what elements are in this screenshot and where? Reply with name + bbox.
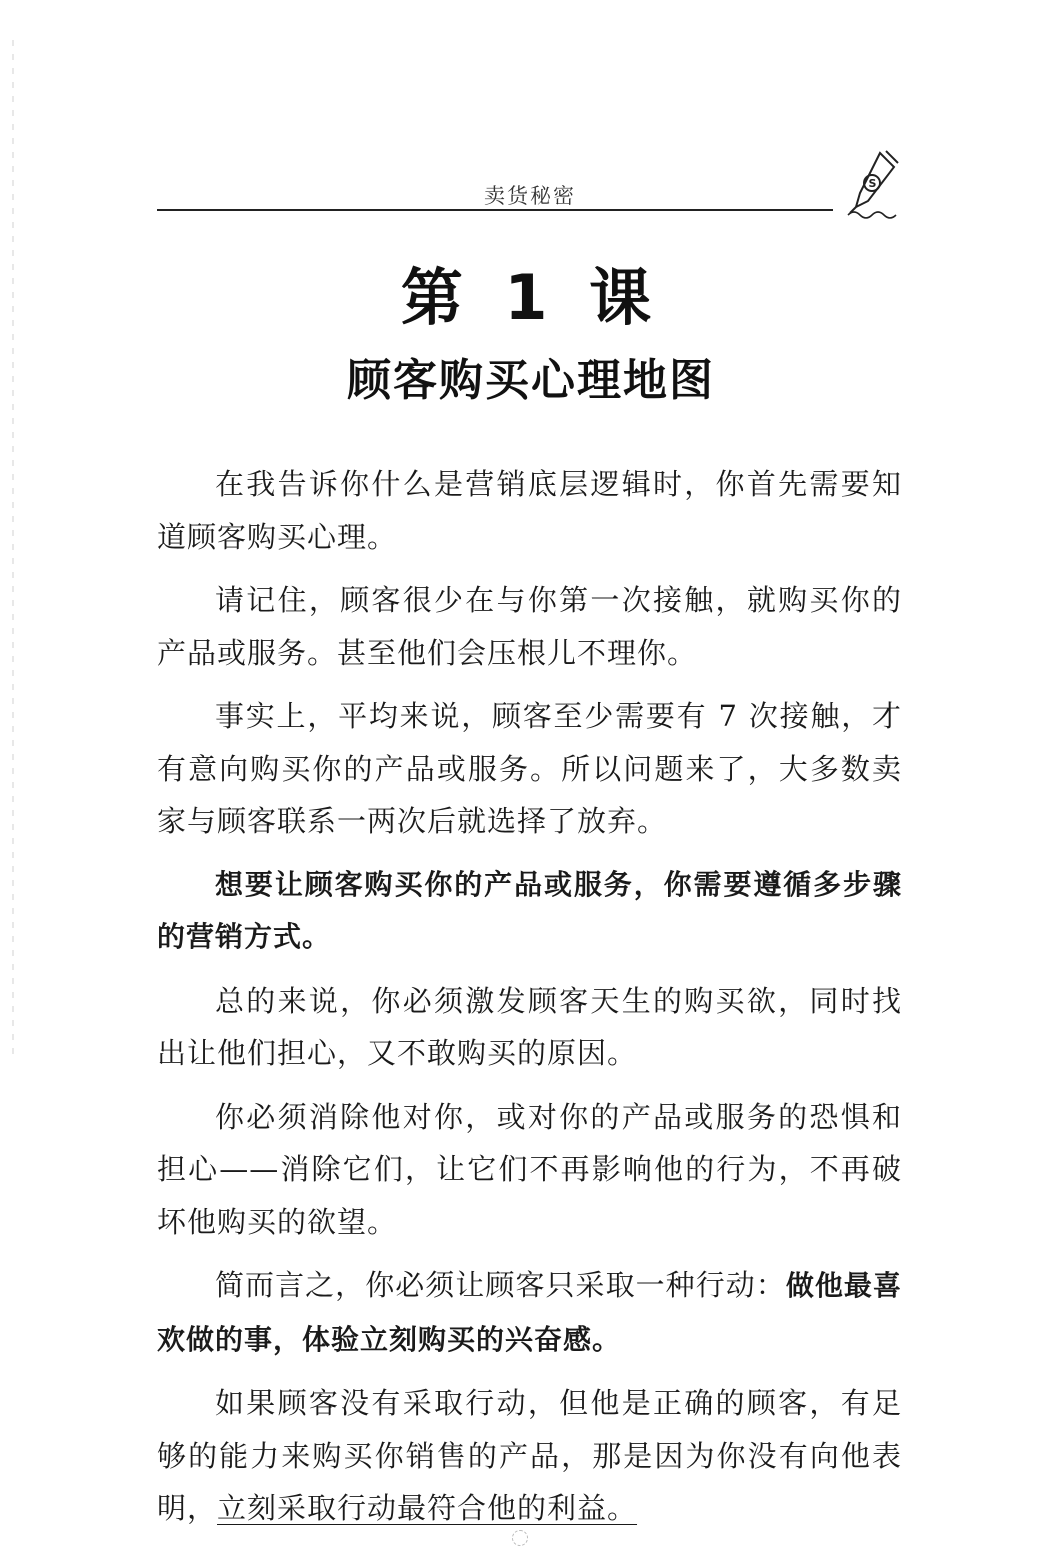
lesson-title: 顾客购买心理地图: [347, 355, 715, 406]
header-rule: [157, 209, 833, 211]
paragraph: 请记住，顾客很少在与你第一次接触，就购买你的产品或服务。甚至他们会压根儿不理你。: [157, 583, 902, 670]
paragraph-text: 如果顾客没有采取行动，但他是正确的顾客，有足够的能力来购买你销售的产品，那是因为你没有向他表明，: [157, 1386, 902, 1525]
paragraph: 总的来说，你必须激发顾客天生的购买欲，同时找出让他们担心，又不敢购买的原因。: [157, 983, 902, 1070]
lesson-number: 第 1 课: [400, 261, 662, 334]
body-text: [157, 458, 902, 1546]
paragraph-text: 简而言之，你必须让顾客只采取一种行动：: [215, 1268, 786, 1302]
fountain-pen-dollar-icon: [834, 145, 914, 225]
svg-text:S: S: [868, 177, 877, 190]
paragraph: 你必须消除他对你，或对你的产品或服务的恐惧和担心——消除它们，让它们不再影响他的行为，不再破坏他购买的欲望。: [157, 1099, 902, 1239]
paragraph: 在我告诉你什么是营销底层逻辑时，你首先需要知道顾客购买心理。: [157, 467, 902, 554]
paragraph: [157, 1377, 902, 1535]
emphasis-paragraph: 想要让顾客购买你的产品或服务，你需要遵循多步骤的营销方式。: [157, 867, 902, 953]
running-title: 卖货秘密: [484, 184, 576, 208]
underlined-phrase: 立刻采取行动最符合他的利益。: [217, 1491, 638, 1525]
scan-artifact-mark: [512, 1530, 528, 1546]
paragraph: [157, 1259, 902, 1366]
bold-phrase: 做他最喜欢做的事，体验立刻购买的兴奋感。: [157, 1269, 902, 1356]
paragraph: 事实上，平均来说，顾客至少需要有 7 次接触，才有意向购买你的产品或服务。所以问题来了，大多数卖家与顾客联系一两次后就选择了放弃。: [157, 699, 902, 838]
